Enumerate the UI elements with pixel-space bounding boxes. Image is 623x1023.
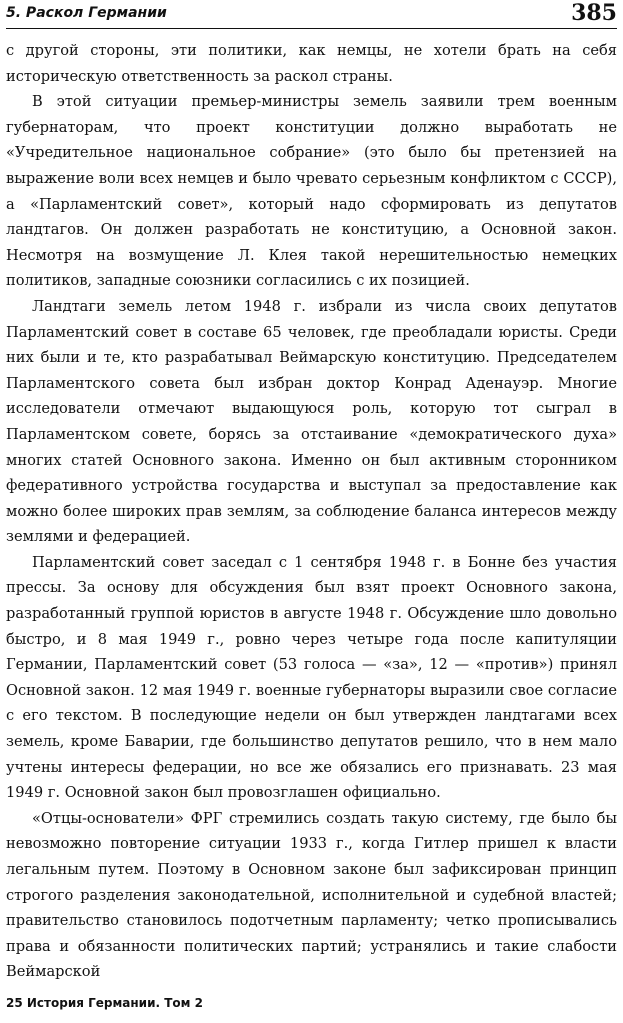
printer-signature: 25 История Германии. Том 2 — [6, 996, 204, 1010]
paragraph: с другой стороны, эти политики, как немцы, не хотели брать на себя историческую ответственность за раскол страны. — [6, 42, 617, 85]
paragraph: Ландтаги земель летом 1948 г. избрали из числа своих депутатов Парламентский совет в составе 65 человек, где преобладали юристы. Среди них были и те, кто разрабатывал Веймарскую конституцию. Председателем Парламентского совета был избран доктор Конрад Аденауэр. Многие исследователи отмечают выдающуюся роль, которую тот сыграл в Парламентском совете, борясь за отстаивание «демократического духа» многих статей Основного закона. Именно он был активным сторонником федеративного устройства государства и выступал за предоставление как можно более широких прав землям, за соблюдение баланса интересов между землями и федерацией. — [6, 297, 617, 546]
page-header — [6, 0, 617, 29]
paragraph: «Отцы-основатели» ФРГ стремились создать такую систему, где было бы невозможно повторение ситуации 1933 г., когда Гитлер пришел к власти легальным путем. Поэтому в Основном законе был зафиксирован принцип строгого разделения законодательной, исполнительной и судебной властей; правительство становилось подотчетным парламенту; четко прописывались права и обязанности политических партий; устранялись и такие слабости Веймарской — [6, 809, 617, 981]
running-head: 5. Раскол Германии — [6, 5, 167, 21]
page-number: 385 — [571, 0, 617, 26]
body-text — [6, 38, 617, 985]
book-page — [6, 0, 617, 1023]
paragraph: В этой ситуации премьер-министры земель заявили трем военным губернаторам, что проект конституции должно выработать не «Учредительное национальное собрание» (это было бы претензией на выражение воли всех немцев и было чревато серьезным конфликтом с СССР), а «Парламентский совет», который надо сформировать из депутатов ландтагов. Он должен разработать не конституцию, а Основной закон. Несмотря на возмущение Л. Клея такой нерешительностью немецких политиков, западные союзники согласились с их позицией. — [6, 93, 617, 290]
paragraph: Парламентский совет заседал с 1 сентября 1948 г. в Бонне без участия прессы. За основу для обсуждения был взят проект Основного закона, разработанный группой юристов в августе 1948 г. Обсуждение шло довольно быстро, и 8 мая 1949 г., ровно через четыре года после капитуляции Германии, Парламентский совет (53 голоса — «за», 12 — «против») принял Основной закон. 12 мая 1949 г. военные губернаторы выразили свое согласие с его текстом. В последующие недели он был утвержден ландтагами всех земель, кроме Баварии, где большинство депутатов решило, что в нем мало учтены интересы федерации, но все же обязались его признавать. 23 мая 1949 г. Основной закон был провозглашен официально. — [6, 553, 617, 802]
